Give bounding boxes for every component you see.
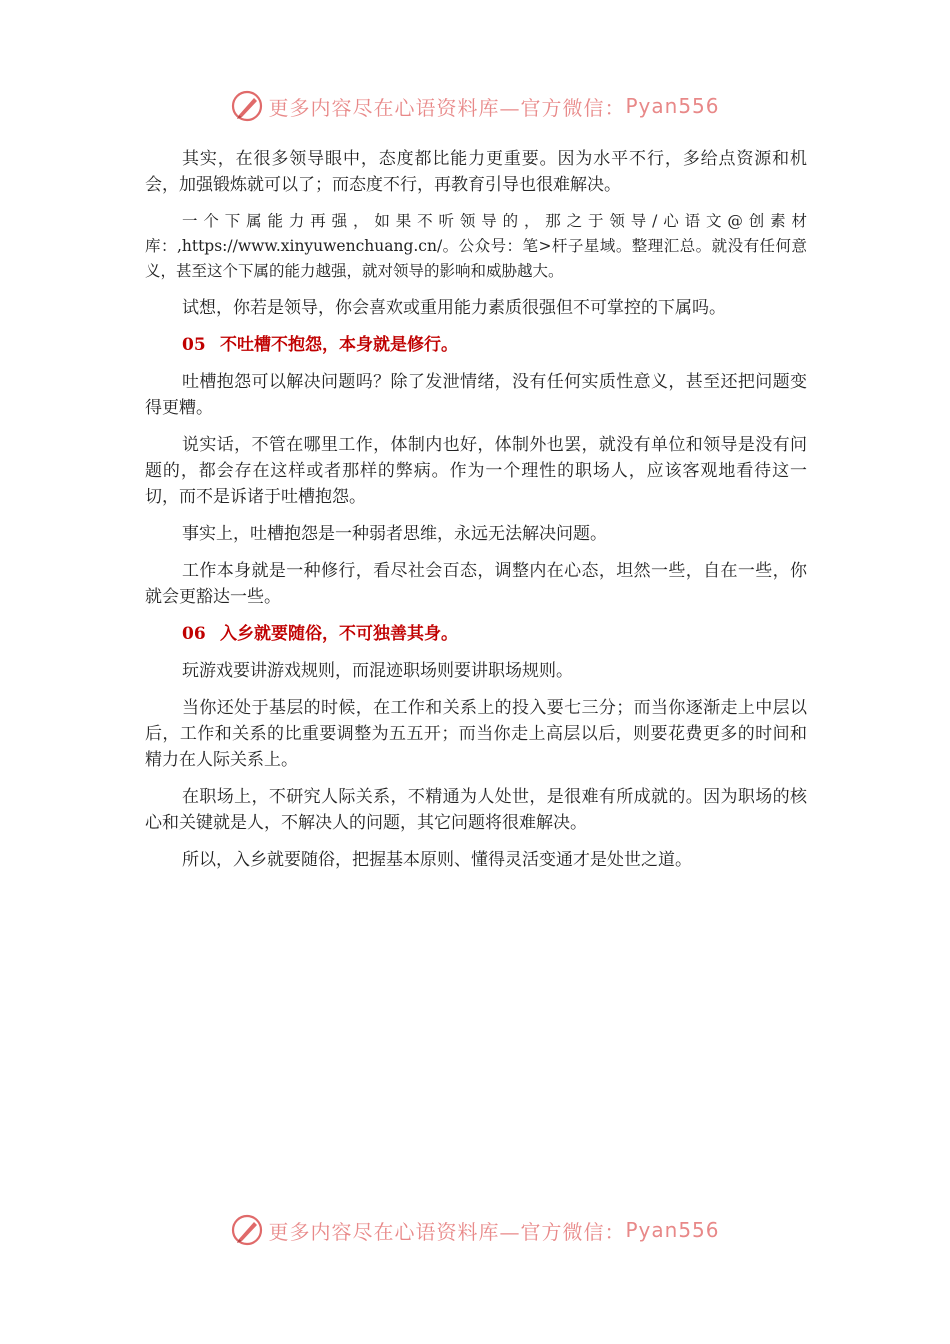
banner-text: 更多内容尽在心语资料库—官方微信： <box>268 1219 626 1244</box>
section-number: 06 <box>182 624 206 644</box>
section-heading-05 <box>145 332 807 358</box>
section-heading-06 <box>145 621 807 647</box>
banner-wechat-id: Pyan556 <box>625 1218 720 1242</box>
paragraph: 当你还处于基层的时候，在工作和关系上的投入要七三分；而当你逐渐走上中层以后，工作和关系的比重要调整为五五开；而当你走上高层以后，则要花费更多的时间和精力在人际关系上。 <box>145 698 807 770</box>
paragraph: 说实话，不管在哪里工作，体制内也好，体制外也罢，就没有单位和领导是没有问题的，都会存在这样或者那样的弊病。作为一个理性的职场人，应该客观地看待这一切，而不是诉诸于吐槽抱怨。 <box>145 435 807 507</box>
paragraph: 事实上，吐槽抱怨是一种弱者思维，永远无法解决问题。 <box>182 524 607 544</box>
paragraph: 在职场上，不研究人际关系，不精通为人处世，是很难有所成就的。因为职场的核心和关键就是人，不解决人的问题，其它问题将很难解决。 <box>145 787 807 833</box>
paragraph: 吐槽抱怨可以解决问题吗？除了发泄情绪，没有任何实质性意义，甚至还把问题变得更糟。 <box>145 372 807 418</box>
pen-logo-icon <box>230 89 264 123</box>
paragraph: 一个下属能力再强，如果不听领导的，那之于领导/心语文@创素材库：,https://www.xinyuwenchuang.cn/。公众号：笔>杆子星域。整理汇总。就没有任何意义，甚至这个下属的能力越强，就对领导的影响和威胁越大。 <box>145 212 807 280</box>
pen-logo-icon <box>230 1213 264 1247</box>
paragraph: 玩游戏要讲游戏规则，而混迹职场则要讲职场规则。 <box>182 661 573 681</box>
banner-wechat-id: Pyan556 <box>625 94 720 118</box>
paragraph: 其实，在很多领导眼中，态度都比能力更重要。因为水平不行，多给点资源和机会，加强锻炼就可以了；而态度不行，再教育引导也很难解决。 <box>145 149 807 195</box>
section-number: 05 <box>182 335 206 355</box>
paragraph: 所以，入乡就要随俗，把握基本原则、懂得灵活变通才是处世之道。 <box>182 850 692 870</box>
paragraph: 试想，你若是领导，你会喜欢或重用能力素质很强但不可掌控的下属吗。 <box>182 298 726 318</box>
header-banner <box>0 86 950 126</box>
banner-text: 更多内容尽在心语资料库—官方微信： <box>268 95 626 120</box>
section-title: 不吐槽不抱怨，本身就是修行。 <box>220 335 458 355</box>
section-title: 入乡就要随俗，不可独善其身。 <box>220 624 458 644</box>
paragraph: 工作本身就是一种修行，看尽社会百态，调整内在心态，坦然一些，自在一些，你就会更豁达一些。 <box>145 561 807 607</box>
article-body <box>145 146 807 884</box>
footer-banner <box>0 1210 950 1250</box>
